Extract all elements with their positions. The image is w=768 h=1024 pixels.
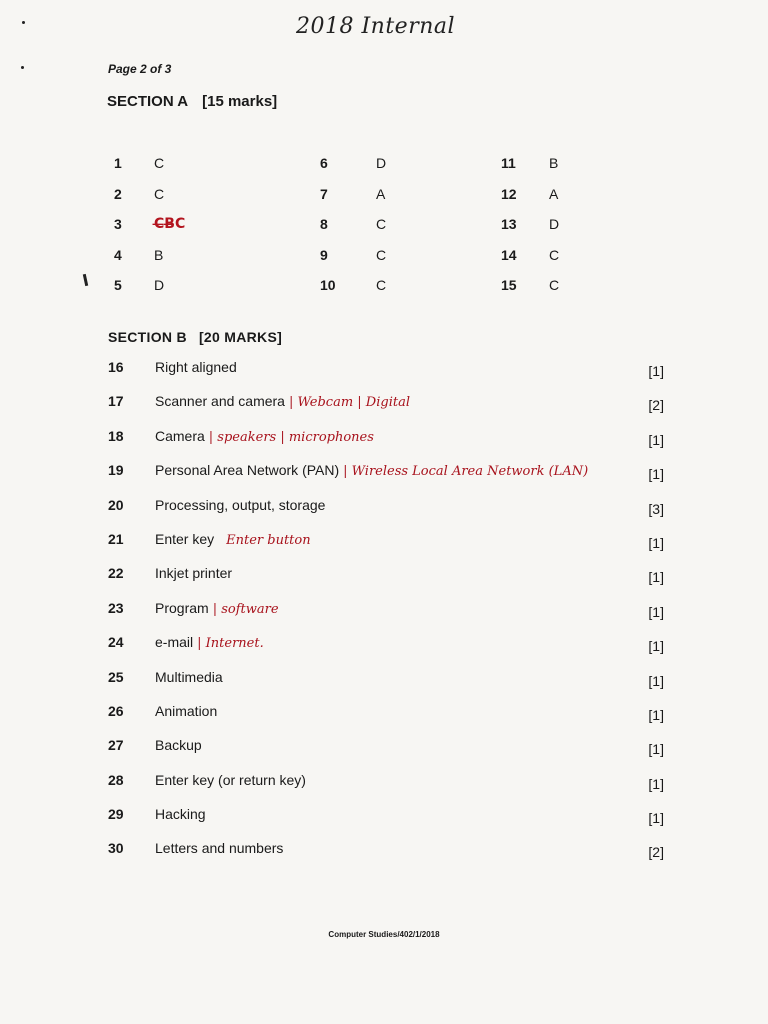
handwritten-note: | Webcam | Digital [288, 395, 410, 411]
answer-letter: C [549, 246, 560, 263]
mcq-item [501, 148, 559, 179]
answer-text: Animation [155, 702, 218, 719]
mark-allocation: [1] [648, 638, 664, 655]
list-item [108, 355, 668, 389]
answer-text: Letters and numbers [155, 840, 284, 857]
answer-text: Hacking [155, 806, 206, 823]
answer-text: Scanner and camera [155, 393, 285, 410]
section-a-heading [107, 93, 277, 110]
mcq-item [501, 240, 559, 271]
answer-letter: C [376, 277, 387, 294]
question-number: 7 [320, 185, 328, 202]
section-a-marks: [15 marks] [202, 93, 278, 110]
question-number: 26 [108, 702, 124, 719]
question-number: 19 [108, 462, 124, 479]
mark-allocation: [1] [648, 741, 664, 758]
answer-letter: D [376, 155, 387, 172]
mcq-item [114, 270, 185, 301]
mcq-item [320, 209, 386, 240]
answer-letter: C [549, 277, 560, 294]
mark-allocation: [1] [648, 466, 664, 483]
question-number: 9 [320, 246, 328, 263]
list-item [108, 527, 668, 561]
question-number: 24 [108, 634, 124, 651]
question-number: 30 [108, 840, 124, 857]
handwritten-note: | Wireless Local Area Network (LAN) [343, 464, 589, 480]
list-item [108, 802, 668, 836]
question-number: 17 [108, 393, 124, 410]
answer-letter: B [154, 246, 164, 263]
scan-speck [22, 21, 25, 24]
question-number: 8 [320, 216, 328, 233]
question-number: 21 [108, 530, 124, 547]
scan-speck [21, 66, 24, 69]
question-number: 22 [108, 565, 124, 582]
mcq-item [114, 148, 185, 179]
answer-letter-corrected: C̶B̶C [154, 216, 186, 233]
question-number: 13 [501, 216, 517, 233]
mark-allocation: [3] [648, 500, 664, 517]
question-number: 25 [108, 668, 124, 685]
mcq-item [501, 209, 559, 240]
question-number: 16 [108, 359, 124, 375]
mcq-item [320, 270, 386, 301]
list-item [108, 389, 668, 423]
answer-text: Program [155, 599, 209, 616]
list-item [108, 424, 668, 458]
mark-allocation: [1] [648, 363, 664, 379]
page-number: Page 2 of 3 [108, 62, 172, 76]
list-item [108, 665, 668, 699]
question-number: 29 [108, 806, 124, 823]
question-number: 27 [108, 737, 124, 754]
mcq-item [320, 240, 386, 271]
section-a-title: SECTION A [107, 93, 189, 110]
list-item [108, 733, 668, 767]
section-b-marks: [20 MARKS] [198, 329, 283, 345]
question-number: 1 [114, 155, 122, 172]
mcq-item [114, 240, 185, 271]
question-number: 11 [501, 155, 516, 172]
question-number: 12 [501, 185, 517, 202]
answer-text: Inkjet printer [155, 565, 233, 582]
question-number: 4 [114, 246, 122, 263]
mcq-item [320, 148, 386, 179]
mark-allocation: [2] [648, 844, 664, 861]
answer-letter: A [376, 185, 386, 202]
handwritten-note: | speakers | microphones [208, 429, 374, 445]
answer-text: e-mail [155, 634, 194, 651]
mark-allocation: [1] [648, 534, 664, 551]
answer-text: Multimedia [155, 668, 223, 685]
section-b-heading [108, 329, 282, 345]
list-item [108, 699, 668, 733]
answer-letter: C [154, 185, 165, 202]
answer-letter: A [549, 185, 559, 202]
question-number: 10 [320, 277, 336, 294]
mark-allocation: [1] [648, 810, 664, 827]
mcq-item [114, 179, 185, 210]
question-number: 18 [108, 427, 124, 444]
mcq-column-3 [501, 148, 559, 301]
answer-letter: B [549, 155, 559, 172]
answer-text: Enter key (or return key) [155, 771, 306, 788]
answer-letter: C [376, 216, 387, 233]
mcq-item [501, 179, 559, 210]
question-number: 23 [108, 599, 124, 616]
answer-letter: D [549, 216, 560, 233]
question-number: 3 [114, 216, 122, 233]
mcq-column-2 [320, 148, 386, 301]
handwritten-note: | Internet. [197, 636, 264, 652]
mcq-column-1 [114, 148, 185, 301]
handwritten-note: Enter button [226, 532, 311, 548]
mcq-item [501, 270, 559, 301]
list-item [108, 630, 668, 664]
answer-letter: C [376, 246, 387, 263]
question-number: 28 [108, 771, 124, 788]
answer-text: Camera [155, 427, 205, 444]
mark-allocation: [1] [648, 775, 664, 792]
section-b-title: SECTION B [108, 329, 187, 345]
list-item [108, 458, 668, 492]
tick-mark-icon [83, 274, 88, 286]
list-item [108, 768, 668, 802]
handwritten-title: 2018 Internal [296, 14, 456, 39]
handwritten-note: | software [212, 601, 279, 617]
answer-text: Processing, output, storage [155, 496, 326, 513]
question-number: 15 [501, 277, 517, 294]
answer-text: Enter key [155, 530, 215, 547]
list-item [108, 493, 668, 527]
question-number: 5 [114, 277, 122, 294]
answer-letter: C [154, 155, 165, 172]
answer-letter: D [154, 277, 165, 294]
question-number: 20 [108, 496, 124, 513]
list-item [108, 836, 668, 870]
page-footer: Computer Studies/402/1/2018 [328, 930, 440, 939]
question-number: 2 [114, 185, 122, 202]
mark-allocation: [1] [648, 603, 664, 620]
answer-text: Backup [155, 737, 202, 754]
mark-allocation: [1] [648, 706, 664, 723]
question-number: 6 [320, 155, 328, 172]
question-number: 14 [501, 246, 517, 263]
mark-allocation: [1] [648, 672, 664, 689]
mark-allocation: [1] [648, 431, 664, 448]
section-b-list [108, 355, 668, 871]
list-item [108, 561, 668, 595]
mark-allocation: [2] [648, 397, 664, 414]
mark-allocation: [1] [648, 569, 664, 586]
answer-text: Right aligned [155, 359, 237, 375]
answer-text: Personal Area Network (PAN) [155, 462, 340, 479]
mcq-item [114, 209, 185, 240]
mcq-item [320, 179, 386, 210]
list-item [108, 596, 668, 630]
